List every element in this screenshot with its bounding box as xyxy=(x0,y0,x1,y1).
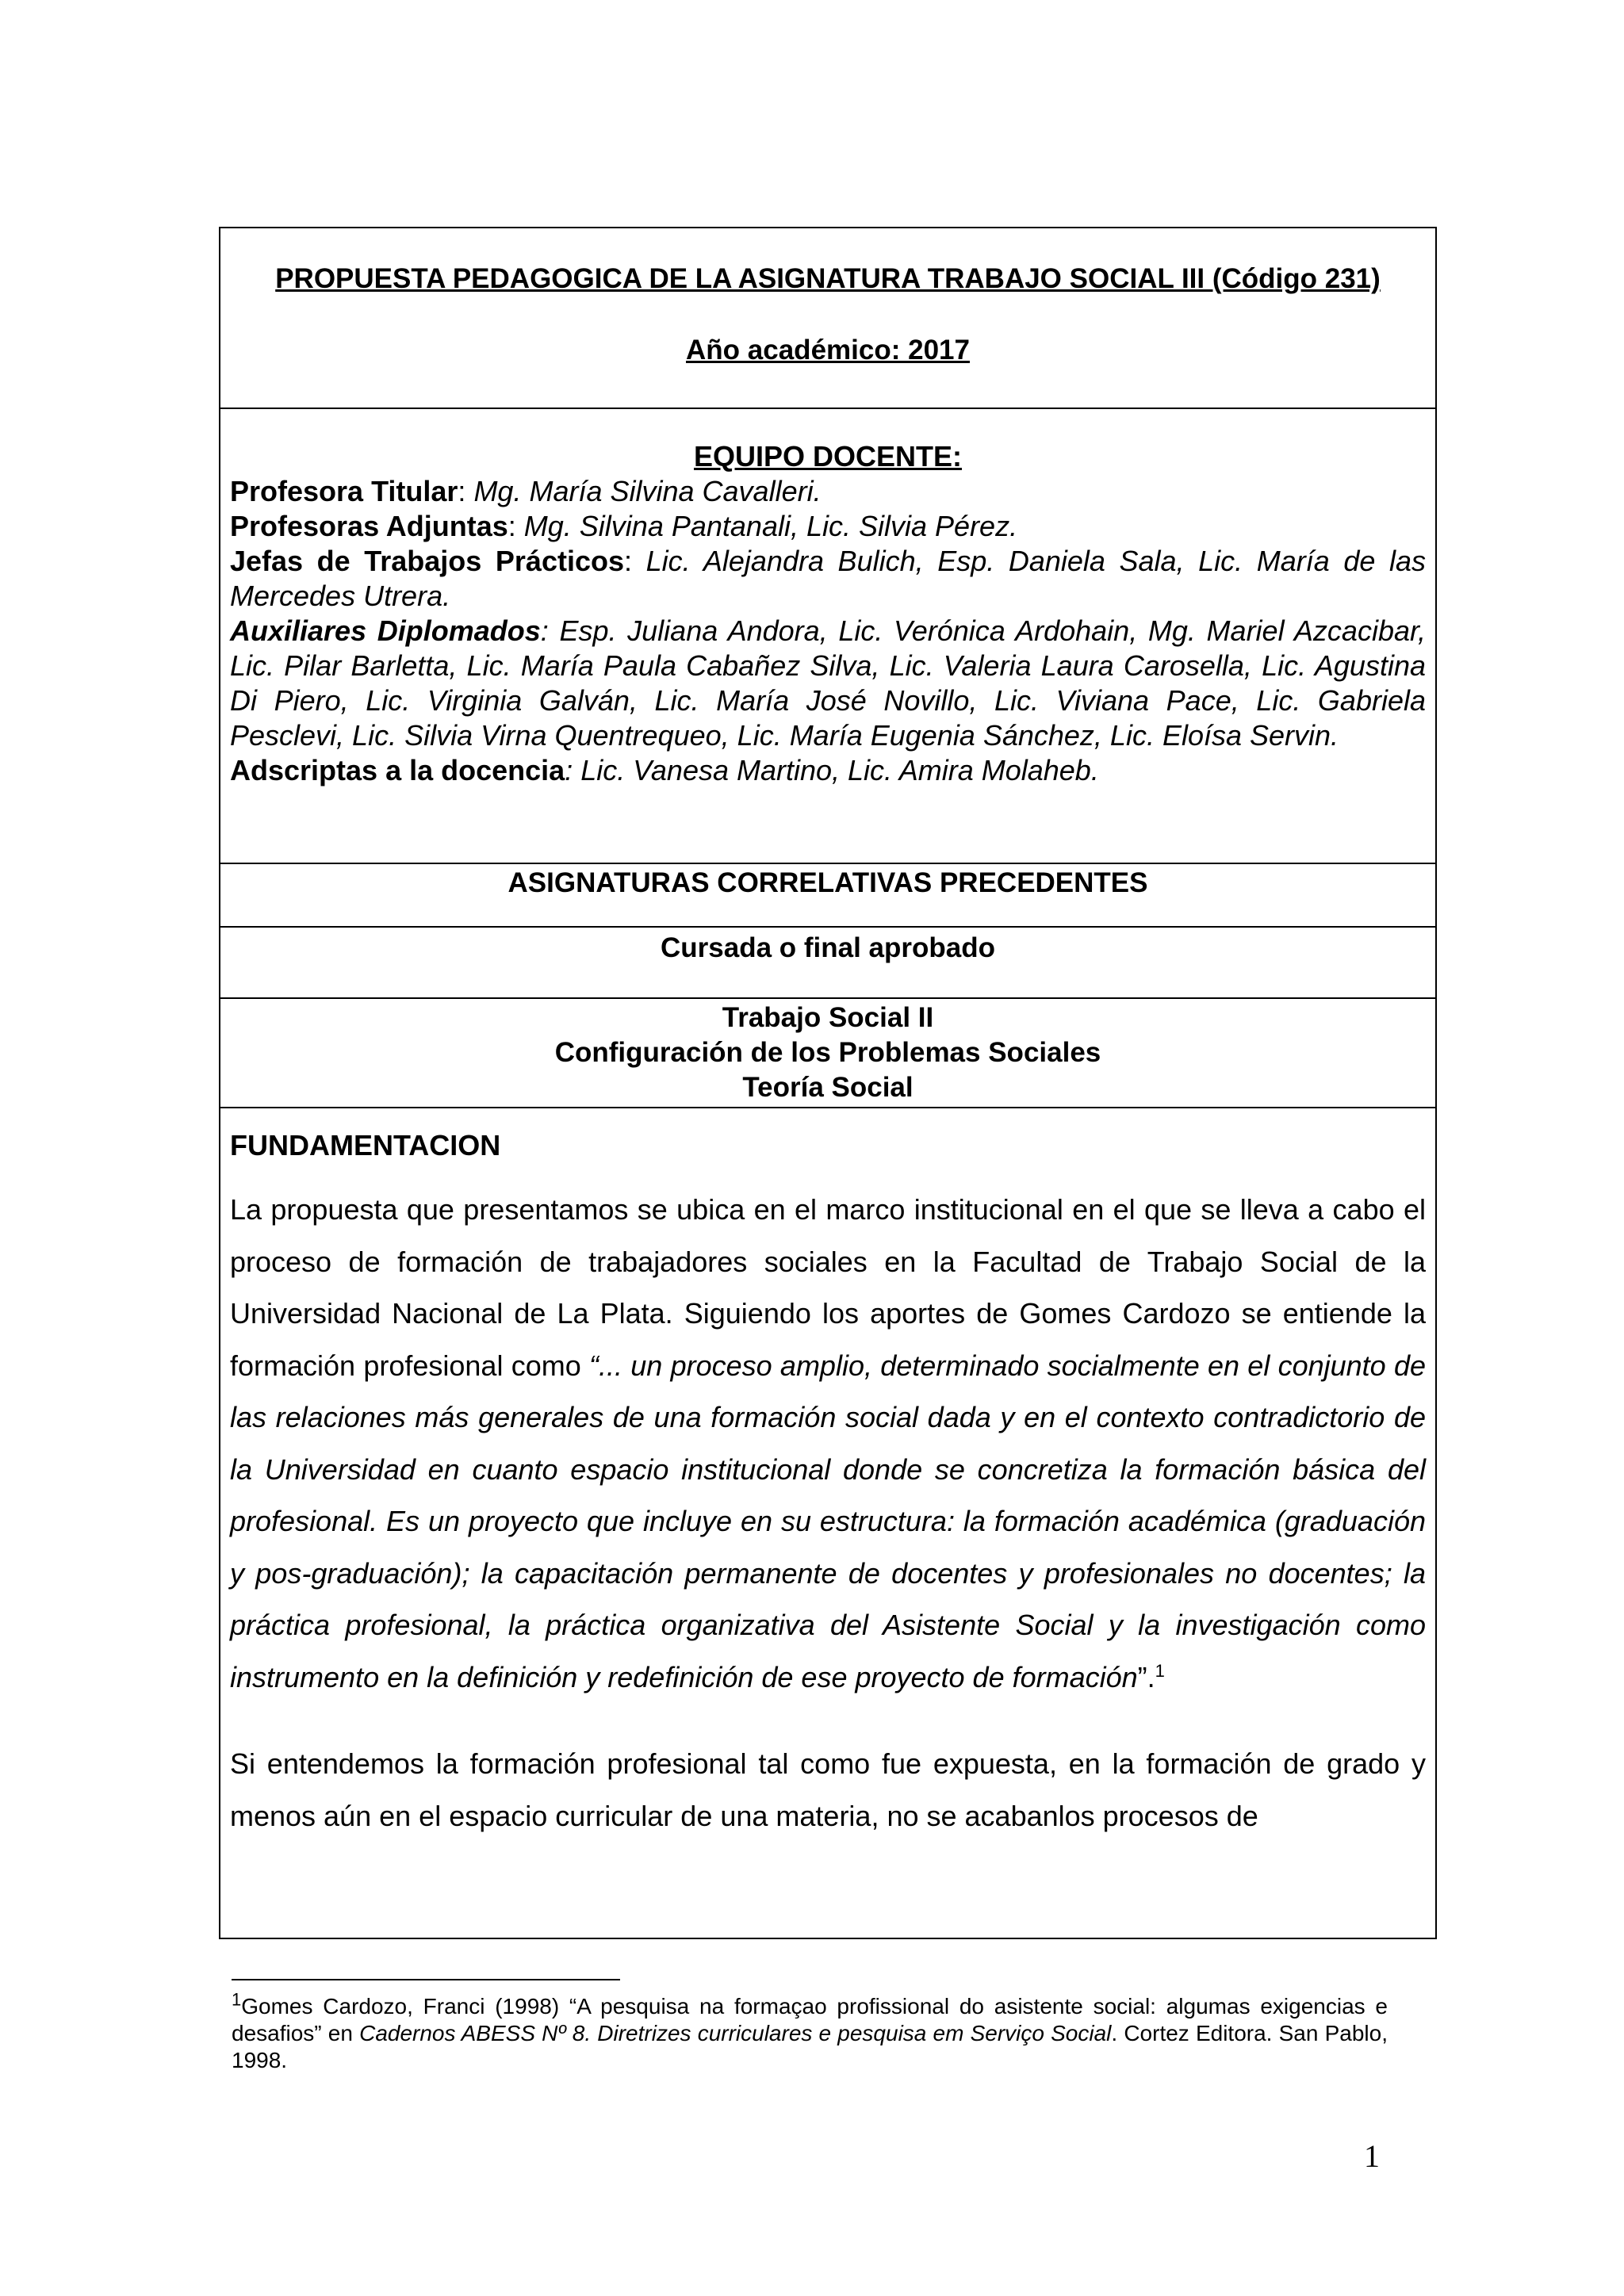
footnote-separator xyxy=(232,1979,620,1980)
quote-close: ”. xyxy=(1137,1660,1155,1693)
staff-adscriptas: Adscriptas a la docencia: Lic. Vanesa Martino, Lic. Amira Molaheb. xyxy=(230,754,1099,786)
footnote-reference: 1 xyxy=(1155,1660,1165,1681)
auxiliares-value: Esp. Juliana Andora, Lic. Verónica Ardohain, Mg. Mariel Azcacibar, Lic. Pilar Barletta, Lic. María Paula Cabañez Silva, Lic. Valeria Laura Carosella, Lic. Agustina Di Piero, Lic. Virginia Galván, Lic. María José Novillo, Lic. Viviana Pace, Lic. Gabriela Pesclevi, Lic. Silvia Virna Quentrequeo, Lic. María Eugenia Sánchez, Lic. Eloísa Servin. xyxy=(230,614,1426,752)
footnote xyxy=(232,1989,1388,2074)
staff-section xyxy=(220,409,1435,864)
fundamentacion-paragraph-1 xyxy=(230,1184,1426,1703)
correlativas-subheading: Cursada o final aprobado xyxy=(661,932,995,963)
subject-item: Trabajo Social II xyxy=(722,1002,934,1033)
staff-heading: EQUIPO DOCENTE: xyxy=(693,440,963,473)
document-title: PROPUESTA PEDAGOGICA DE LA ASIGNATURA TRABAJO SOCIAL III (Código 231) xyxy=(275,263,1381,294)
footnote-journal: Cadernos ABESS Nº 8. Diretrizes curriculares e pesquisa em Serviço Social xyxy=(359,2021,1112,2045)
titular-label: Profesora Titular xyxy=(230,475,458,507)
correlativas-subjects-row xyxy=(220,999,1435,1108)
correlativas-heading-row xyxy=(220,864,1435,928)
footnote-text-b: . Cortez Editora. San Pablo, 1998. xyxy=(232,2021,1388,2072)
subject-item: Teoría Social xyxy=(742,1072,914,1103)
document-frame xyxy=(219,227,1437,1939)
subject-item: Configuración de los Problemas Sociales xyxy=(554,1037,1101,1068)
correlativas-subheading-row xyxy=(220,928,1435,999)
staff-jtp: Jefas de Trabajos Prácticos: Lic. Alejandra Bulich, Esp. Daniela Sala, Lic. María de las Mercedes Utrera. xyxy=(230,545,1426,612)
adjuntas-label: Profesoras Adjuntas xyxy=(230,510,508,542)
page-number: 1 xyxy=(1364,2138,1380,2174)
staff-titular: Profesora Titular: Mg. María Silvina Cavalleri. xyxy=(230,475,822,507)
correlativas-subjects xyxy=(230,1001,1426,1105)
gomes-cardozo-quote: “... un proceso amplio, determinado socialmente en el conjunto de las relaciones más generales de una formación social dada y en el contexto contradictorio de la Universidad en cuanto espacio institucional donde se concretiza la formación básica del profesional. Es un proyecto que incluye en su estructura: la formación académica (graduación y pos-graduación); la capacitación permanente de docentes y profesionales no docentes; la práctica profesional, la práctica organizativa del Asistente Social y la investigación como instrumento en la definición y redefinición de ese proyecto de formación xyxy=(230,1349,1426,1693)
auxiliares-label: Auxiliares Diplomados xyxy=(230,614,541,647)
title-section xyxy=(220,228,1435,409)
staff-auxiliares: Auxiliares Diplomados: Esp. Juliana Andora, Lic. Verónica Ardohain, Mg. Mariel Azcacibar, Lic. Pilar Barletta, Lic. María Paula Cabañez Silva, Lic. Valeria Laura Carosella, Lic. Agustina Di Piero, Lic. Virginia Galván, Lic. María José Novillo, Lic. Viviana Pace, Lic. Gabriela Pesclevi, Lic. Silvia Virna Quentrequeo, Lic. María Eugenia Sánchez, Lic. Eloísa Servin. xyxy=(230,614,1426,752)
fundamentacion-section xyxy=(230,1128,1426,1842)
titular-value: Mg. María Silvina Cavalleri. xyxy=(473,475,822,507)
footnote-text-a: Gomes Cardozo, Franci (1998) “A pesquisa na formaçao profissional do asistente social: algumas exigencias e desafios” en xyxy=(232,1994,1388,2045)
staff-adjuntas: Profesoras Adjuntas: Mg. Silvina Pantanali, Lic. Silvia Pérez. xyxy=(230,510,1018,542)
staff-list xyxy=(230,474,1426,788)
academic-year: Año académico: 2017 xyxy=(686,335,970,365)
adjuntas-value: Mg. Silvina Pantanali, Lic. Silvia Pérez. xyxy=(523,510,1018,542)
fundamentacion-heading: FUNDAMENTACION xyxy=(230,1129,501,1161)
jtp-label: Jefas de Trabajos Prácticos xyxy=(230,545,624,577)
footnote-mark: 1 xyxy=(232,1989,242,2010)
fundamentacion-paragraph-2: Si entendemos la formación profesional tal como fue expuesta, en la formación de grado y menos aún en el espacio curricular de una materia, no se acabanlos procesos de xyxy=(230,1747,1426,1832)
adscriptas-value: Lic. Vanesa Martino, Lic. Amira Molaheb. xyxy=(580,754,1099,786)
correlativas-heading: ASIGNATURAS CORRELATIVAS PRECEDENTES xyxy=(508,867,1148,898)
paragraph-intro: La propuesta que presentamos se ubica en el marco institucional en el que se lleva a cabo el proceso de formación de trabajadores sociales en la Facultad de Trabajo Social de la Universidad Nacional de La Plata. Siguiendo los aportes de Gomes Cardozo se entiende la formación profesional como xyxy=(230,1193,1426,1382)
adscriptas-label: Adscriptas a la docencia xyxy=(230,754,565,786)
jtp-value: Lic. Alejandra Bulich, Esp. Daniela Sala, Lic. María de las Mercedes Utrera. xyxy=(230,545,1426,612)
